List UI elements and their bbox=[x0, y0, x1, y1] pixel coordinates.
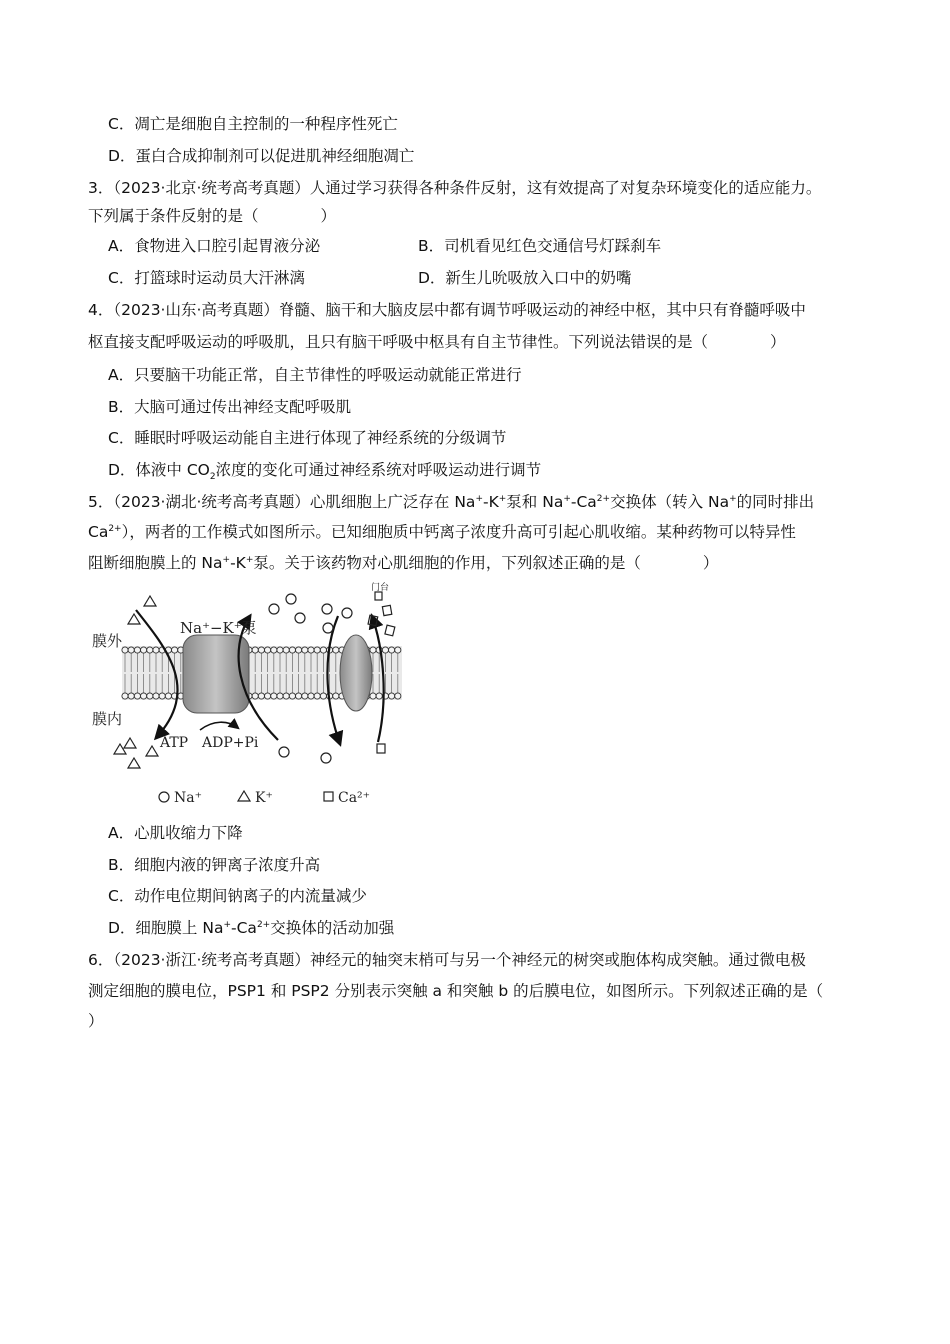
q5-text: 泵。关于该药物对心肌细胞的作用，下列叙述正确的是（ ） bbox=[253, 554, 719, 572]
ca-ion-square bbox=[385, 625, 395, 636]
q2-option-c: C．凋亡是细胞自主控制的一种程序性死亡 bbox=[108, 115, 398, 133]
lipid-head bbox=[376, 693, 382, 699]
q3-stem-line1: 3．（2023·北京·统考高考真题）人通过学习获得各种条件反射，这有效提高了对复杂环境变化的适应能力。 bbox=[88, 179, 822, 197]
superscript: + bbox=[223, 919, 232, 930]
lipid-head bbox=[128, 693, 134, 699]
subscript: 2 bbox=[209, 472, 216, 483]
lipid-head bbox=[252, 647, 258, 653]
lipid-head bbox=[308, 693, 314, 699]
lipid-head bbox=[395, 647, 401, 653]
atp-arrow bbox=[200, 722, 238, 730]
q5-option-a: A．心肌收缩力下降 bbox=[108, 824, 243, 842]
ca-ion-square bbox=[377, 744, 385, 753]
lipid-head bbox=[308, 647, 314, 653]
lipid-head bbox=[289, 693, 295, 699]
membrane-transport-figure bbox=[88, 580, 408, 810]
superscript: 2+ bbox=[596, 493, 611, 504]
q3-option-a: A．食物进入口腔引起胃液分泌 bbox=[108, 237, 321, 255]
q3-option-d: D．新生儿吮吸放入口中的奶嘴 bbox=[418, 269, 632, 287]
lipid-head bbox=[314, 693, 320, 699]
lipid-head bbox=[389, 693, 395, 699]
na-ion-circle bbox=[342, 608, 352, 618]
superscript: 2+ bbox=[108, 523, 122, 534]
q4-option-d-text-a: D．体液中 CO bbox=[108, 461, 210, 479]
k-ion-triangle bbox=[128, 614, 140, 624]
q5-stem-line1 bbox=[88, 492, 814, 512]
lipid-head bbox=[153, 647, 159, 653]
superscript: + bbox=[729, 493, 737, 504]
q4-option-d bbox=[108, 460, 542, 483]
legend-ca-label: Ca²⁺ bbox=[338, 790, 371, 806]
lipid-head bbox=[159, 693, 165, 699]
ca-ion-square bbox=[375, 592, 382, 600]
figure-legend bbox=[159, 790, 370, 806]
k-ion-triangle bbox=[144, 596, 156, 606]
lipid-head bbox=[283, 647, 289, 653]
na-ion-circle bbox=[323, 623, 333, 633]
na-ion-circle bbox=[322, 604, 332, 614]
na-ion-circle bbox=[295, 613, 305, 623]
lipid-head bbox=[258, 647, 264, 653]
inside-label: 膜内 bbox=[92, 710, 123, 728]
q6-stem-line2: 测定细胞的膜电位，PSP1 和 PSP2 分别表示突触 a 和突触 b 的后膜电位，如图所示。下列叙述正确的是（ bbox=[88, 982, 824, 1000]
lipid-head bbox=[265, 647, 271, 653]
superscript: + bbox=[222, 554, 231, 565]
q5-text: Ca bbox=[88, 523, 109, 541]
lipid-head bbox=[302, 647, 308, 653]
lipid-head bbox=[283, 693, 289, 699]
na-ion-circle bbox=[286, 594, 296, 604]
q3-stem-line2: 下列属于条件反射的是（ ） bbox=[88, 207, 337, 225]
lipid-head bbox=[165, 693, 171, 699]
q4-stem-line1: 4．（2023·山东·高考真题）脊髓、脑干和大脑皮层中都有调节呼吸运动的神经中枢，其中只有脊髓呼吸中 bbox=[88, 301, 806, 319]
k-ion-triangle bbox=[114, 744, 126, 754]
q6-stem-line3: ） bbox=[88, 1012, 104, 1030]
lipid-head bbox=[141, 693, 147, 699]
superscript: 2+ bbox=[256, 919, 271, 930]
legend-k-triangle bbox=[238, 791, 250, 801]
pump-label: Na⁺−K⁺泵 bbox=[180, 619, 257, 637]
lipid-head bbox=[333, 647, 339, 653]
lipid-head bbox=[122, 647, 128, 653]
lipid-head bbox=[128, 647, 134, 653]
q5-text: 泵和 Na bbox=[506, 493, 564, 511]
q2-option-d: D．蛋白合成抑制剂可以促进肌神经细胞凋亡 bbox=[108, 147, 415, 165]
q6-stem-line1: 6．（2023·浙江·统考高考真题）神经元的轴突末梢可与另一个神经元的树突或胞体构成突触。通过微电极 bbox=[88, 951, 806, 969]
lipid-head bbox=[320, 647, 326, 653]
superscript: + bbox=[245, 554, 254, 565]
q5-stem-line3 bbox=[88, 553, 718, 573]
lipid-head bbox=[370, 647, 376, 653]
q5-option-c: C．动作电位期间钠离子的内流量减少 bbox=[108, 887, 367, 905]
legend-ca-square bbox=[324, 792, 333, 801]
lipid-head bbox=[122, 693, 128, 699]
q3-option-c: C．打篮球时运动员大汗淋漓 bbox=[108, 269, 305, 287]
k-ion-triangle bbox=[124, 738, 136, 748]
lipid-head bbox=[314, 647, 320, 653]
lipid-head bbox=[252, 693, 258, 699]
corner-label: 门台 bbox=[371, 583, 390, 593]
q5-option-d-text: -Ca bbox=[231, 919, 257, 937]
q4-option-b: B．大脑可通过传出神经支配呼吸肌 bbox=[108, 398, 352, 416]
ca-ion-square bbox=[382, 605, 391, 615]
k-ion-triangle bbox=[128, 758, 140, 768]
q4-option-d-text-b: 浓度的变化可通过神经系统对呼吸运动进行调节 bbox=[215, 461, 542, 479]
na-ion-circle bbox=[279, 747, 289, 757]
lipid-head bbox=[172, 647, 178, 653]
lipid-head bbox=[134, 647, 140, 653]
q5-option-b: B．细胞内液的钾离子浓度升高 bbox=[108, 856, 321, 874]
q5-text: ），两者的工作模式如图所示。已知细胞质中钙离子浓度升高可引起心肌收缩。某种药物可以特异性 bbox=[121, 523, 796, 541]
superscript: + bbox=[475, 493, 483, 504]
q5-text: -K bbox=[230, 554, 246, 572]
lipid-head bbox=[141, 647, 147, 653]
lipid-head bbox=[271, 693, 277, 699]
q5-option-d bbox=[108, 918, 394, 938]
lipid-head bbox=[147, 647, 153, 653]
lipid-head bbox=[147, 693, 153, 699]
lipid-head bbox=[277, 693, 283, 699]
q5-text: 交换体（转入 Na bbox=[610, 493, 730, 511]
lipid-head bbox=[134, 693, 140, 699]
lipid-head bbox=[258, 693, 264, 699]
lipid-head bbox=[271, 647, 277, 653]
q4-option-c: C．睡眠时呼吸运动能自主进行体现了神经系统的分级调节 bbox=[108, 429, 507, 447]
k-ion-triangle bbox=[146, 746, 158, 756]
q5-text: 的同时排出 bbox=[736, 493, 815, 511]
lipid-head bbox=[265, 693, 271, 699]
legend-na-label: Na⁺ bbox=[174, 790, 202, 806]
na-ion-circle bbox=[321, 753, 331, 763]
q5-option-d-text: D．细胞膜上 Na bbox=[108, 919, 224, 937]
na-ca-exchanger-protein bbox=[340, 635, 372, 711]
q5-stem-line2 bbox=[88, 522, 796, 542]
lipid-head bbox=[382, 647, 388, 653]
superscript: + bbox=[498, 493, 507, 504]
lipid-head bbox=[296, 693, 302, 699]
q5-option-d-text: 交换体的活动加强 bbox=[270, 919, 395, 937]
superscript: + bbox=[563, 493, 571, 504]
legend-k-label: K⁺ bbox=[255, 790, 273, 806]
lipid-head bbox=[296, 647, 302, 653]
q4-option-a: A．只要脑干功能正常，自主节律性的呼吸运动就能正常进行 bbox=[108, 366, 522, 384]
q5-text: 5．（2023·湖北·统考高考真题）心肌细胞上广泛存在 Na bbox=[88, 493, 476, 511]
q3-option-b: B．司机看见红色交通信号灯踩刹车 bbox=[418, 237, 662, 255]
q5-text: -Ca bbox=[570, 493, 597, 511]
lipid-head bbox=[289, 647, 295, 653]
lipid-head bbox=[333, 693, 339, 699]
q4-stem-line2: 枢直接支配呼吸运动的呼吸肌，且只有脑干呼吸中枢具有自主节律性。下列说法错误的是（ ） bbox=[88, 333, 786, 351]
legend-na-circle bbox=[159, 792, 169, 802]
lipid-head bbox=[277, 647, 283, 653]
lipid-head bbox=[370, 693, 376, 699]
lipid-head bbox=[320, 693, 326, 699]
lipid-head bbox=[395, 693, 401, 699]
adp-label: ADP+Pi bbox=[202, 735, 259, 751]
atp-label: ATP bbox=[160, 735, 189, 751]
lipid-head bbox=[389, 647, 395, 653]
q5-text: 阻断细胞膜上的 Na bbox=[88, 554, 223, 572]
lipid-head bbox=[153, 693, 159, 699]
q5-text: -K bbox=[482, 493, 499, 511]
na-ion-circle bbox=[269, 604, 279, 614]
outside-label: 膜外 bbox=[92, 632, 123, 650]
lipid-head bbox=[302, 693, 308, 699]
